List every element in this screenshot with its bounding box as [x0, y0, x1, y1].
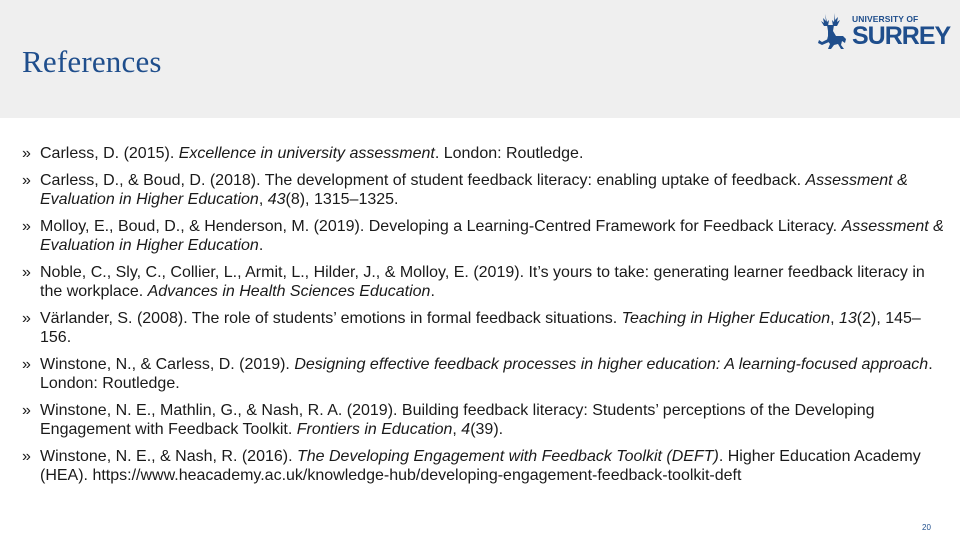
- reference-item: [22, 309, 947, 347]
- reference-text: . London: Routledge.: [40, 356, 933, 392]
- bullet-marker: »: [22, 264, 31, 281]
- university-logo: [816, 12, 951, 52]
- reference-text: Carless, D., & Boud, D. (2018). The development of student feedback literacy: enabling uptake of feedback.: [40, 172, 806, 189]
- slide-header: [0, 0, 960, 118]
- reference-item: [22, 355, 947, 393]
- reference-item: [22, 401, 947, 439]
- reference-italic-text: 43: [267, 191, 286, 208]
- bullet-marker: »: [22, 356, 31, 373]
- reference-text: (39).: [470, 421, 504, 438]
- reference-italic-text: Advances in Health Sciences Education: [147, 283, 431, 300]
- bullet-marker: »: [22, 310, 31, 327]
- reference-text: (2), 145–156.: [40, 310, 921, 346]
- reference-text: Carless, D. (2015).: [40, 145, 179, 162]
- reference-text: . Higher Education Academy (HEA). https://www.heacademy.ac.uk/knowledge-hub/developing-engagement-feedback-toolkit-deft: [40, 448, 921, 484]
- stag-icon: [816, 12, 848, 50]
- bullet-marker: »: [22, 145, 31, 162]
- reference-text: ,: [830, 310, 839, 327]
- reference-text: ,: [258, 191, 268, 208]
- reference-text: .: [258, 237, 264, 254]
- reference-item: [22, 171, 947, 209]
- reference-list: [22, 144, 947, 493]
- logo-wordmark: [852, 14, 950, 48]
- bullet-marker: »: [22, 402, 31, 419]
- reference-text: Winstone, N. E., & Nash, R. (2016).: [40, 448, 297, 465]
- bullet-marker: »: [22, 218, 31, 235]
- reference-italic-text: Frontiers in Education: [296, 421, 453, 438]
- page-number: 20: [922, 523, 931, 532]
- reference-text: Noble, C., Sly, C., Collier, L., Armit, L., Hilder, J., & Molloy, E. (2019). It’s yours to take: generating learner feedback literacy in the workplace.: [40, 264, 925, 300]
- reference-text: Molloy, E., Boud, D., & Henderson, M. (2019). Developing a Learning-Centred Framework for Feedback Literacy.: [40, 218, 842, 235]
- slide-title: References: [22, 44, 162, 79]
- reference-text: .: [430, 283, 435, 300]
- reference-italic-text: Assessment & Evaluation in Higher Education: [40, 172, 908, 208]
- reference-item: [22, 263, 947, 301]
- reference-italic-text: Teaching in Higher Education: [621, 310, 831, 327]
- reference-text: . London: Routledge.: [434, 145, 584, 162]
- reference-text: Värlander, S. (2008). The role of students’ emotions in formal feedback situations.: [40, 310, 622, 327]
- bullet-marker: »: [22, 448, 31, 465]
- logo-line-university: UNIVERSITY OF: [852, 14, 919, 24]
- reference-italic-text: Excellence in university assessment: [178, 145, 435, 162]
- reference-text: (8), 1315–1325.: [285, 191, 399, 208]
- bullet-marker: »: [22, 172, 31, 189]
- reference-italic-text: 4: [461, 421, 471, 438]
- reference-item: [22, 447, 947, 485]
- logo-line-surrey: SURREY: [852, 22, 951, 50]
- reference-item: [22, 144, 947, 163]
- reference-item: [22, 217, 947, 255]
- reference-italic-text: The Developing Engagement with Feedback Toolkit (DEFT): [296, 448, 719, 465]
- reference-italic-text: Designing effective feedback processes in higher education: A learning-focused approach: [294, 356, 929, 373]
- reference-italic-text: Assessment & Evaluation in Higher Education: [40, 218, 944, 254]
- reference-italic-text: 13: [838, 310, 857, 327]
- reference-text: ,: [452, 421, 462, 438]
- reference-text: Winstone, N., & Carless, D. (2019).: [40, 356, 295, 373]
- reference-text: Winstone, N. E., Mathlin, G., & Nash, R. A. (2019). Building feedback literacy: Students’ perceptions of the Developing Engagement with Feedback Toolkit.: [40, 402, 875, 438]
